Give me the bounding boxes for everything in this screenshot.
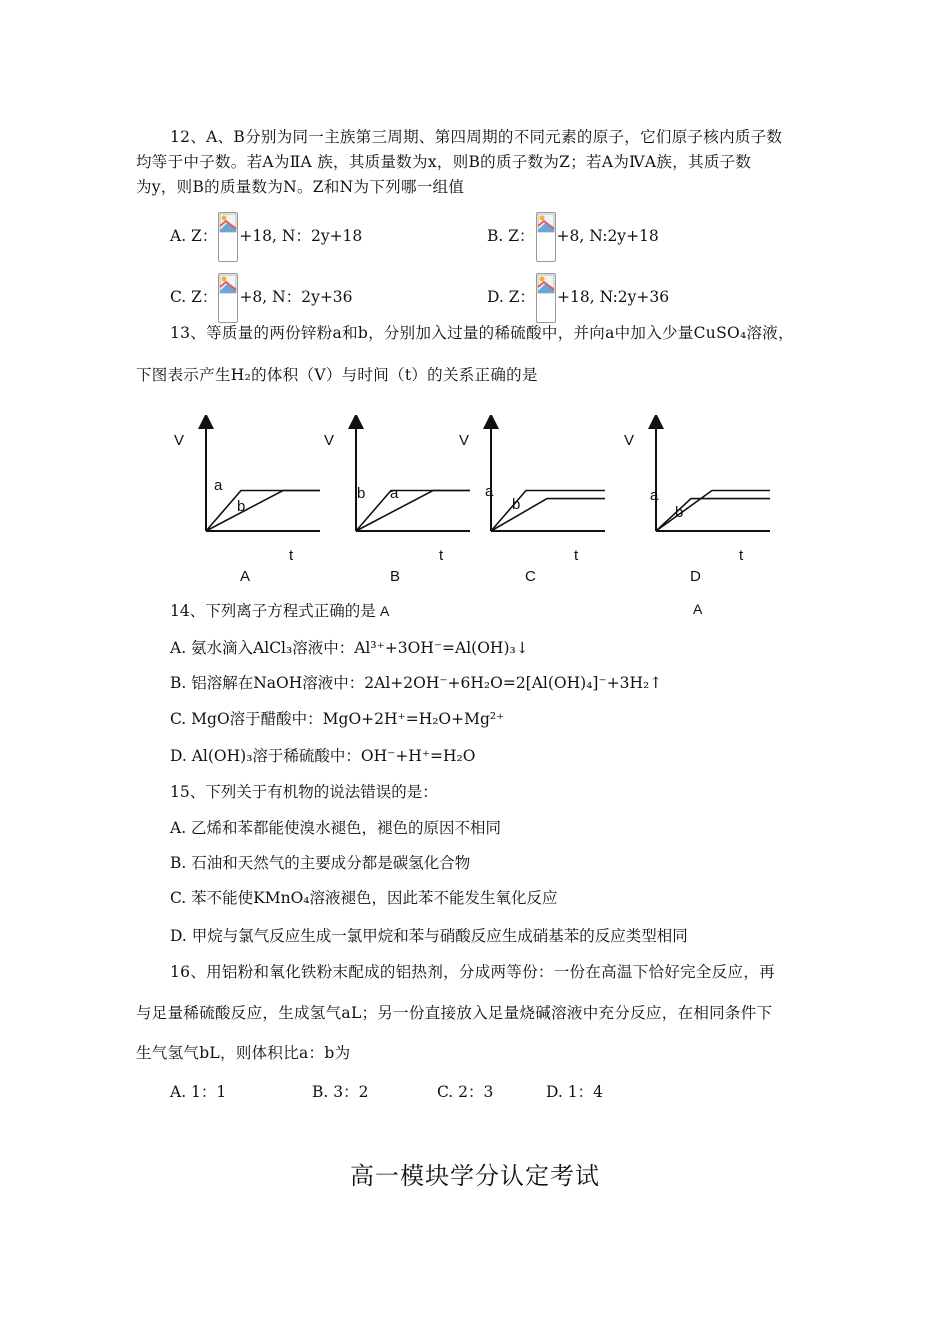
y-axis-label: V <box>324 432 335 449</box>
q14-option-a[interactable]: A. 氨水滴入AlCl₃溶液中：Al³⁺+3OH⁻=Al(OH)₃↓ <box>170 639 529 657</box>
q12-line2: 均等于中子数。若A为ⅡA 族，其质量数为x，则B的质子数为Z；若A为ⅣA族，其质子数 <box>136 153 752 171</box>
series-line-b <box>656 491 770 532</box>
chart-title: A <box>240 568 251 585</box>
chart-c <box>455 415 605 590</box>
q12-option-a-text: +18, N：2y+18 <box>239 227 363 245</box>
q12-option-d[interactable] <box>487 273 669 323</box>
exam-title: 高一模块学分认定考试 <box>350 1162 600 1190</box>
q15-option-b[interactable]: B. 石油和天然气的主要成分都是碳氢化合物 <box>170 854 471 872</box>
y-axis-label: V <box>174 432 185 449</box>
q16-option-c[interactable]: C. 2：3 <box>437 1083 494 1101</box>
q12-option-a-prefix: A. Z： <box>170 227 218 245</box>
q12-option-c-text: +8, N：2y+36 <box>239 288 353 306</box>
q16-option-b[interactable]: B. 3：2 <box>312 1083 369 1101</box>
broken-image-icon <box>218 273 238 323</box>
x-axis-label: t <box>739 547 744 564</box>
series-label: a <box>214 477 223 494</box>
q12-option-d-prefix: D. Z： <box>487 288 535 306</box>
q12-option-b-prefix: B. Z： <box>487 227 535 245</box>
series-line-a <box>491 491 605 532</box>
q12-line3: 为y，则B的质量数为N。Z和N为下列哪一组值 <box>136 178 465 196</box>
q14-option-b[interactable]: B. 铝溶解在NaOH溶液中：2Al+2OH⁻+6H₂O=2[Al(OH)₄]⁻+3H₂↑ <box>170 674 663 692</box>
q16-line3: 生气氢气bL，则体积比a：b为 <box>136 1044 351 1062</box>
series-label: a <box>390 485 399 502</box>
broken-image-icon <box>218 212 238 262</box>
q12-option-b[interactable] <box>487 212 659 262</box>
q15-option-c[interactable]: C. 苯不能使KMnO₄溶液褪色，因此苯不能发生氧化反应 <box>170 889 558 907</box>
q13-line1: 13、等质量的两份锌粉a和b，分别加入过量的稀硫酸中，并向a中加入少量CuSO₄溶液， <box>170 324 794 342</box>
q12-option-b-text: +8, N:2y+18 <box>556 227 659 245</box>
y-axis-label: V <box>459 432 470 449</box>
chart-a <box>170 415 320 590</box>
chart-title: D <box>690 568 701 585</box>
stray-label-a-2: A <box>693 601 703 617</box>
q16-option-d[interactable]: D. 1：4 <box>546 1083 603 1101</box>
series-label: b <box>675 504 684 521</box>
stray-label-a: A <box>380 603 390 619</box>
series-line-b <box>491 499 605 531</box>
q12-option-a[interactable] <box>170 212 362 262</box>
q12-option-d-text: +18, N:2y+36 <box>557 288 670 306</box>
series-line-b <box>356 491 470 532</box>
series-line-a <box>656 499 770 531</box>
series-label: a <box>650 487 659 504</box>
q12-option-c-prefix: C. Z： <box>170 288 218 306</box>
q13-line2: 下图表示产生H₂的体积（V）与时间（t）的关系正确的是 <box>136 366 538 384</box>
broken-image-icon <box>536 273 556 323</box>
chart-title: B <box>390 568 401 585</box>
broken-image-icon <box>536 212 556 262</box>
series-label: a <box>485 483 494 500</box>
chart-b <box>320 415 470 590</box>
chart-title: C <box>525 568 536 585</box>
q15-option-d[interactable]: D. 甲烷与氯气反应生成一氯甲烷和苯与硝酸反应生成硝基苯的反应类型相同 <box>170 927 688 945</box>
q14-stem: 14、下列离子方程式正确的是 <box>170 602 376 620</box>
series-label: b <box>237 498 246 515</box>
series-label: b <box>357 485 366 502</box>
q14-option-d[interactable]: D. Al(OH)₃溶于稀硫酸中：OH⁻+H⁺=H₂O <box>170 747 476 765</box>
x-axis-label: t <box>574 547 579 564</box>
series-label: b <box>512 496 521 513</box>
q15-option-a[interactable]: A. 乙烯和苯都能使溴水褪色，褪色的原因不相同 <box>170 819 502 837</box>
x-axis-label: t <box>439 547 444 564</box>
q14-option-c[interactable]: C. MgO溶于醋酸中：MgO+2H⁺=H₂O+Mg²⁺ <box>170 710 505 728</box>
q12-line1: 12、A、B分别为同一主族第三周期、第四周期的不同元素的原子，它们原子核内质子数 <box>170 128 783 146</box>
x-axis-label: t <box>289 547 294 564</box>
q15-stem: 15、下列关于有机物的说法错误的是： <box>170 783 438 801</box>
y-axis-label: V <box>624 432 635 449</box>
q16-line2: 与足量稀硫酸反应，生成氢气aL；另一份直接放入足量烧碱溶液中充分反应，在相同条件下 <box>136 1004 773 1022</box>
series-line-a <box>206 491 320 532</box>
q16-option-a[interactable]: A. 1：1 <box>170 1083 227 1101</box>
q12-option-c[interactable] <box>170 273 353 323</box>
q16-line1: 16、用铝粉和氧化铁粉末配成的铝热剂，分成两等份：一份在高温下恰好完全反应，再 <box>170 963 775 981</box>
chart-d <box>620 415 770 590</box>
